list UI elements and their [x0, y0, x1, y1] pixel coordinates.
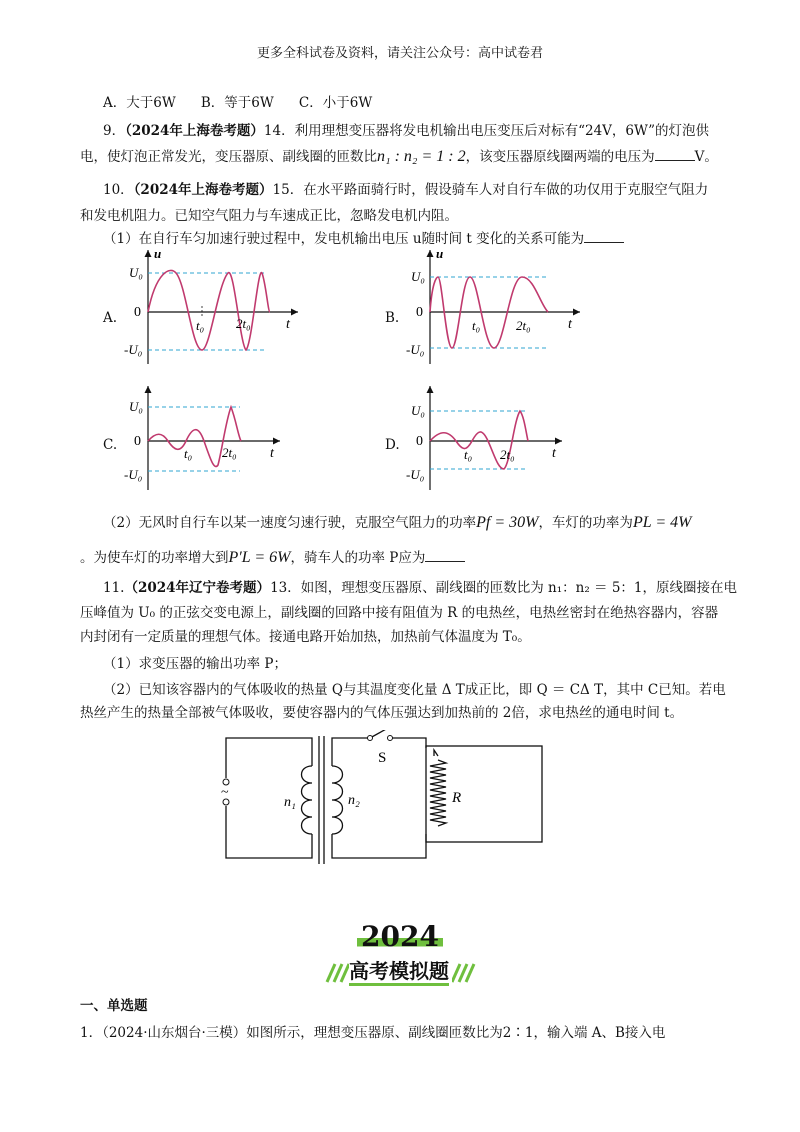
q10-pf: Pf = 30W — [476, 514, 539, 531]
transformer-circuit-diagram — [212, 730, 592, 875]
graph-d — [400, 380, 570, 492]
badge-year: 2024 — [357, 920, 443, 953]
ac-source-symbol: ~ — [221, 785, 229, 800]
badge-stripes-left — [325, 962, 349, 984]
q10-source: （2024年上海卷考题） — [133, 182, 273, 198]
q9-text1: 14．利用理想变压器将发电机输出电压变压后对标有“24V，6W”的灯泡供 — [263, 123, 710, 139]
q10-sub2-blank — [425, 549, 465, 562]
option-c-label: C. — [103, 437, 118, 453]
graph-c-t-axis-label: t — [270, 446, 274, 461]
graph-b-u-axis-label: u — [436, 246, 444, 261]
graph-b-negpeak-label: -U₀ — [406, 342, 425, 357]
year-badge — [0, 920, 800, 953]
q10-line2: 和发电机阻力。已知空气阻力与车速成正比，忽略发电机内阻。 — [80, 208, 458, 224]
graph-c-zero-label: 0 — [134, 434, 141, 449]
graph-b-zero-label: 0 — [416, 305, 423, 320]
q10-pl2: P′L = 6W — [228, 549, 291, 566]
q9-text2: 电，使灯泡正常发光，变压器原、副线圈的匝数比 — [80, 149, 377, 165]
graph-d-t-axis-label: t — [552, 446, 556, 461]
q10-sub1-blank — [584, 230, 624, 243]
q10-sub2-mid: ，车灯的功率为 — [538, 515, 633, 531]
graph-a-t-axis-label: t — [286, 317, 290, 332]
q9-blank — [655, 148, 695, 161]
badge-title: 高考模拟题 — [349, 959, 449, 986]
q9-unit: V。 — [694, 149, 718, 165]
q10-line1 — [103, 180, 708, 200]
q10-sub2b — [80, 548, 465, 568]
graph-b-t0-label: t₀ — [472, 318, 481, 333]
q8-options: A．大于6W B．等于6W C．小于6W — [103, 95, 373, 111]
q9-number: 9． — [103, 123, 126, 139]
q11-line1 — [103, 578, 737, 598]
q10-sub2 — [103, 513, 691, 533]
q10-sub1-text: （1）在自行车匀加速行驶过程中，发电机输出电压 u随时间 t 变化的关系可能为 — [103, 231, 585, 247]
graph-b — [400, 244, 590, 364]
graph-b-peak-label: U₀ — [411, 269, 425, 284]
header-notice: 更多全科试卷及资料，请关注公众号：高中试卷君 — [256, 46, 543, 61]
q11-line3: 内封闭有一定质量的理想气体。接通电路开始加热，加热前气体温度为 T₀。 — [80, 629, 531, 645]
graph-d-t0-label: t₀ — [464, 447, 473, 462]
section1-q1: 1．（2024·山东烟台·三模）如图所示，理想变压器原、副线圈匝数比为2∶1，输入端 A、B接入电 — [80, 1025, 666, 1041]
q10-sub2b-text: 。为使车灯的功率增大到 — [80, 550, 229, 566]
graph-a-zero-label: 0 — [134, 305, 141, 320]
q9-source: （2024年上海卷考题） — [125, 123, 264, 139]
q10-text1: 15．在水平路面骑行时，假设骑车人对自行车做的功仅用于克服空气阻力 — [272, 182, 709, 198]
resistor-label: R — [452, 790, 462, 806]
option-a-label: A. — [103, 310, 118, 326]
graph-a-u-axis-label: u — [154, 246, 162, 261]
graph-d-peak-label: U₀ — [411, 403, 425, 418]
graph-a-negpeak-label: -U₀ — [124, 342, 143, 357]
option-d-label: D. — [385, 437, 400, 453]
graph-d-zero-label: 0 — [416, 434, 423, 449]
q9-line1 — [103, 121, 709, 141]
q11-sub2a: （2）已知该容器内的气体吸收的热量 Q与其温度变化量 Δ T成正比，即 Q ＝ CΔ T，其中 C已知。若电 — [103, 682, 726, 698]
q9-text3: ，该变压器原线圈两端的电压为 — [465, 149, 655, 165]
graph-b-2t0-label: 2t₀ — [516, 318, 531, 333]
q10-sub2-text: （2）无风时自行车以某一速度匀速行驶，克服空气阻力的功率 — [103, 515, 477, 531]
q9-ratio: n₁ : n₂ = 1 : 2 — [377, 148, 466, 165]
graph-b-t-axis-label: t — [568, 317, 572, 332]
graph-a — [118, 244, 308, 364]
q11-text1: 13．如图，理想变压器原、副线圈的匝数比为 n₁：n₂ ＝ 5：1，原线圈接在电 — [270, 580, 738, 596]
q9-line2 — [80, 147, 718, 167]
option-b-label: B. — [385, 310, 400, 326]
q10-sub2b-post: ，骑车人的功率 P应为 — [290, 550, 426, 566]
graph-c — [118, 380, 288, 492]
graph-a-2t0-label: 2t₀ — [236, 316, 251, 331]
q11-number: 11. — [103, 580, 125, 596]
section-heading: 一、单选题 — [80, 998, 148, 1014]
q11-source: （2024年辽宁卷考题） — [124, 580, 271, 596]
graph-a-t0-label: t₀ — [196, 318, 205, 333]
q10-pl: PL = 4W — [632, 514, 692, 531]
graph-c-t0-label: t₀ — [184, 446, 193, 461]
badge-stripes-right — [452, 962, 476, 984]
n2-label: n₂ — [348, 793, 360, 808]
switch-label: S — [378, 750, 387, 766]
q11-line2: 压峰值为 U₀ 的正弦交变电源上，副线圈的回路中接有阻值为 R 的电热丝，电热丝密封在绝热容器内，容器 — [80, 605, 719, 621]
graph-c-peak-label: U₀ — [129, 399, 143, 414]
q11-sub2b: 热丝产生的热量全部被气体吸收，要使容器内的气体压强达到加热前的 2倍，求电热丝的通电时间 t。 — [80, 705, 684, 721]
graph-c-negpeak-label: -U₀ — [124, 467, 143, 482]
graph-d-negpeak-label: -U₀ — [406, 467, 425, 482]
graph-a-peak-label: U₀ — [129, 265, 143, 280]
graph-c-2t0-label: 2t₀ — [222, 445, 237, 460]
q10-number: 10． — [103, 182, 134, 198]
q11-sub1: （1）求变压器的输出功率 P； — [103, 656, 287, 672]
graph-d-2t0-label: 2t₀ — [500, 447, 515, 462]
n1-label: n₁ — [284, 795, 296, 810]
